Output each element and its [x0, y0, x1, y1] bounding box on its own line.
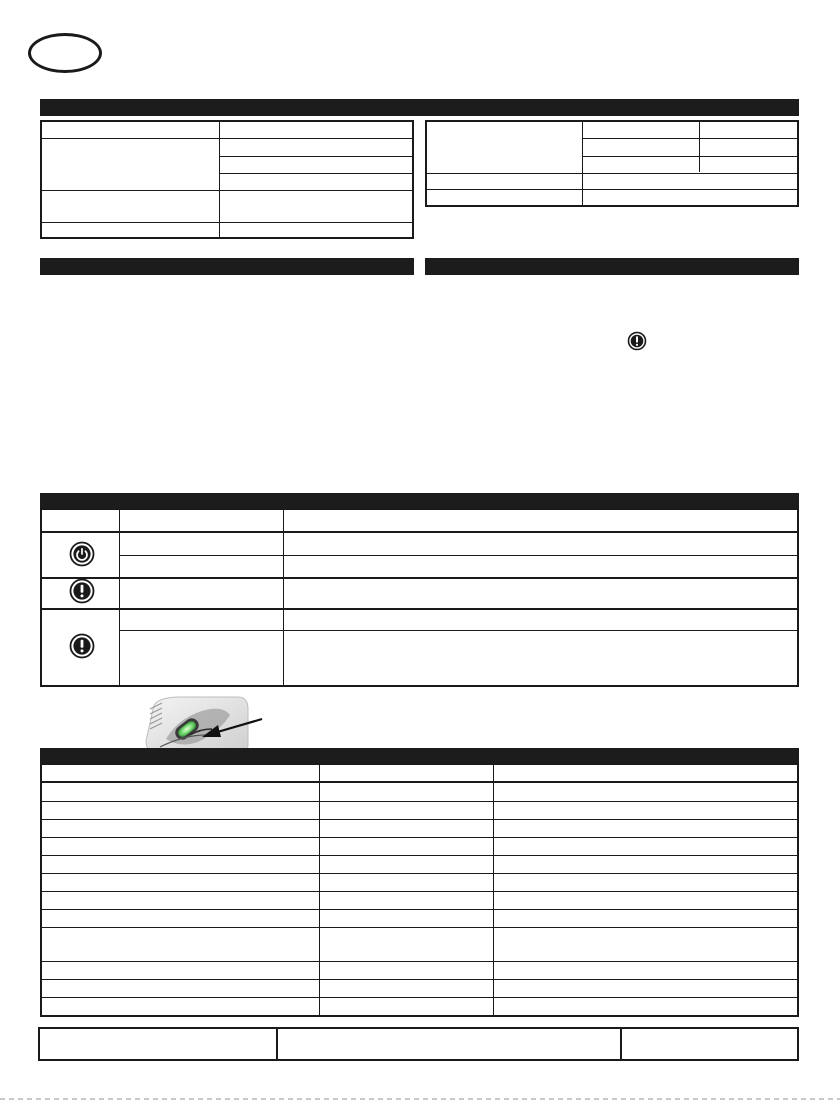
right-section-header-bar — [425, 258, 799, 275]
troubleshooting-table — [40, 763, 799, 1017]
led-arrow — [196, 715, 266, 745]
specifications-header-bar — [40, 99, 799, 116]
footer-box-center — [276, 1027, 622, 1061]
left-section-header-bar — [40, 258, 414, 275]
footer-box-left — [38, 1027, 278, 1061]
specifications-table-left — [40, 120, 414, 239]
indicators-table — [40, 508, 799, 687]
footer-box-right — [620, 1027, 799, 1061]
exclamation-icon — [627, 331, 647, 351]
exclamation-icon — [69, 578, 95, 604]
indicators-header-bar — [40, 493, 799, 509]
specifications-table-right — [425, 120, 799, 207]
troubleshooting-header-bar — [40, 748, 799, 764]
language-badge — [28, 33, 102, 73]
power-icon — [69, 541, 95, 567]
crop-line — [0, 1097, 840, 1101]
exclamation-icon — [69, 633, 95, 659]
